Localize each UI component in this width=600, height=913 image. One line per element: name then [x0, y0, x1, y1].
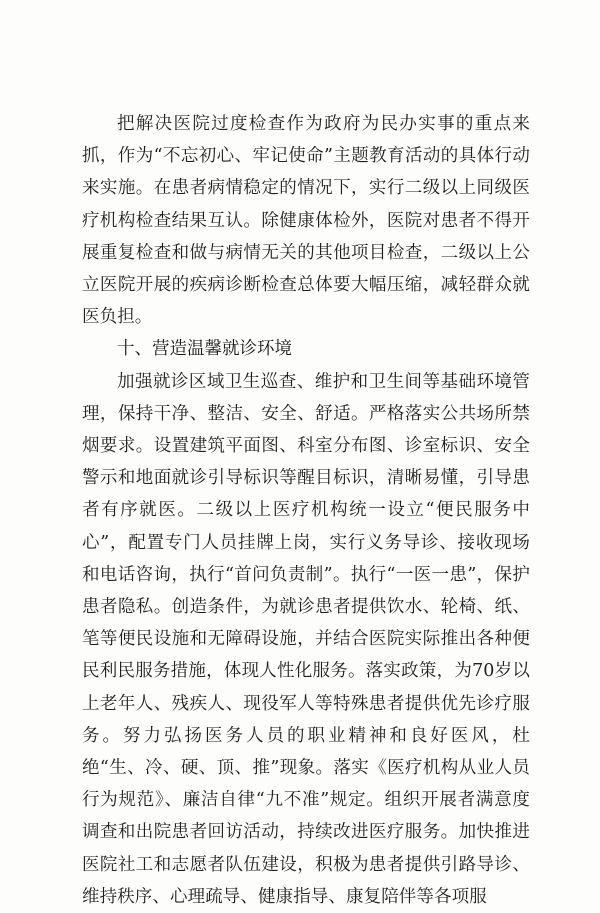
document-body [82, 108, 530, 913]
paragraph-over-examination: 把解决医院过度检查作为政府为民办实事的重点来抓，作为“不忘初心、牢记使命”主题教育活动的具体行动来实施。在患者病情稳定的情况下，实行二级以上同级医疗机构检查结果互认。除健康体检外，医院对患者不得开展重复检查和做与病情无关的其他项目检查，二级以上公立医院开展的疾病诊断检查总体要大幅压缩，减轻群众就医负担。 [82, 114, 530, 328]
section-heading: 十、营造温馨就诊环境 [117, 339, 292, 360]
paragraph-clinic-environment: 加强就诊区域卫生巡查、维护和卫生间等基础环境管理，保持干净、整洁、安全、舒适。严格落实公共场所禁烟要求。设置建筑平面图、科室分布图、诊室标识、安全警示和地面就诊引导标识等醒目标识，清晰易懂，引导患者有序就医。二级以上医疗机构统一设立“便民服务中心”，配置专门人员挂牌上岗，实行义务导诊、接收现场和电话咨询，执行“首问负责制”。执行“一医一患”，保护患者隐私。创造条件，为就诊患者提供饮水、轮椅、纸、笔等便民设施和无障碍设施，并结合医院实际推出各种便民利民服务措施，体现人性化服务。落实政策，为70岁以上老年人、残疾人、现役军人等特殊患者提供优先诊疗服务。努力弘扬医务人员的职业精神和良好医风，杜绝“生、冷、硬、顶、推”现象。落实《医疗机构从业人员行为规范》、廉洁自律“九不准”规定。组织开展者满意度调查和出院患者回访活动，持续改进医疗服务。加快推进医院社工和志愿者队伍建设，积极为患者提供引路导诊、维持秩序、心理疏导、健康指导、康复陪伴等各项服 [82, 371, 530, 907]
